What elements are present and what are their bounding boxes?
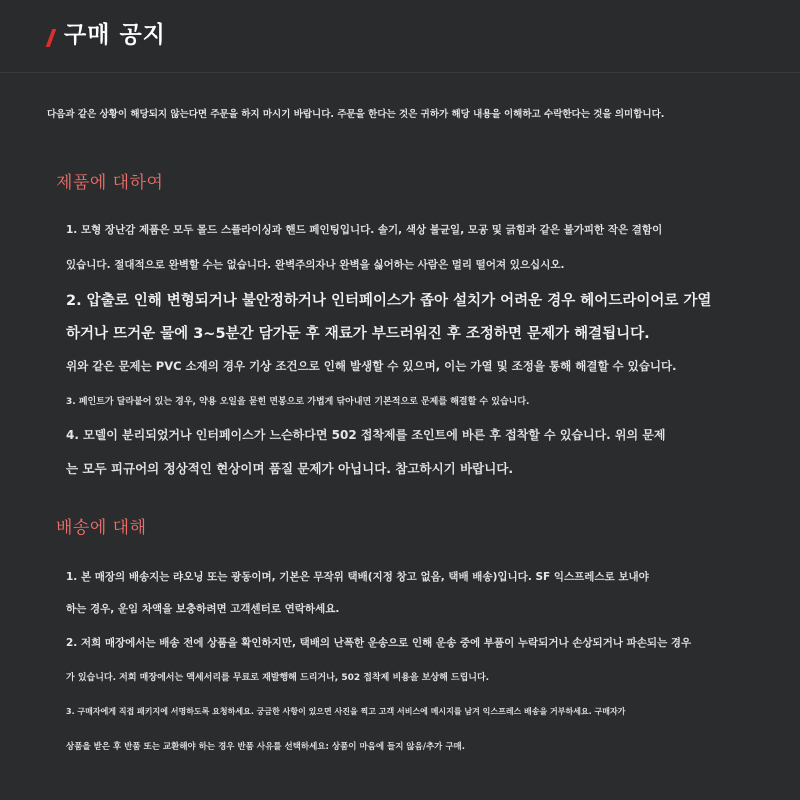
shipping-line-2: 하는 경우, 운임 차액을 보충하려면 고객센터로 연락하세요.	[66, 603, 340, 615]
shipping-section-heading: 배송에 대해	[56, 518, 147, 538]
product-section-heading: 제품에 대하여	[56, 173, 164, 193]
page-header	[0, 0, 800, 73]
shipping-line-1: 1. 본 매장의 배송지는 랴오닝 또는 광동이며, 기본은 무작위 택배(지정 창고 없음, 택배 배송)입니다. SF 익스프레스로 보내야	[66, 571, 649, 583]
page-title: 구매 공지	[64, 22, 166, 48]
shipping-line-3: 2. 저희 매장에서는 배송 전에 상품을 확인하지만, 택배의 난폭한 운송으로 인해 운송 중에 부품이 누락되거나 손상되거나 파손되는 경우	[66, 637, 692, 649]
product-line-8: 는 모두 피규어의 정상적인 현상이며 품질 문제가 아닙니다. 참고하시기 바랍니다.	[66, 461, 514, 476]
shipping-line-5: 3. 구매자에게 직접 패키지에 서명하도록 요청하세요. 궁금한 사항이 있으면 사진을 찍고 고객 서비스에 메시지를 남겨 익스프레스 배송을 거부하세요. 구매자가	[66, 707, 626, 716]
product-line-1: 1. 모형 장난감 제품은 모두 몰드 스플라이싱과 핸드 페인팅입니다. 솔기, 색상 불균일, 모공 및 긁힘과 같은 불가피한 작은 결함이	[66, 224, 663, 236]
product-line-6: 3. 페인트가 달라붙어 있는 경우, 약용 오일을 묻힌 면봉으로 가볍게 닦아내면 기본적으로 문제를 해결할 수 있습니다.	[66, 397, 530, 407]
shipping-line-4: 가 있습니다. 저희 매장에서는 액세서리를 무료로 재발행해 드리거나, 502 접착제 비용을 보상해 드립니다.	[66, 673, 490, 683]
accent-slash-icon	[46, 29, 57, 47]
intro-notice: 다음과 같은 상황이 해당되지 않는다면 주문을 하지 마시기 바랍니다. 주문을 한다는 것은 귀하가 해당 내용을 이해하고 수락한다는 것을 의미합니다.	[47, 109, 665, 120]
product-line-7: 4. 모델이 분리되었거나 인터페이스가 느슨하다면 502 접착제를 조인트에 바른 후 접착할 수 있습니다. 위의 문제	[66, 428, 666, 442]
product-line-4: 하거나 뜨거운 물에 3~5분간 담가둔 후 재료가 부드러워진 후 조정하면 문제가 해결됩니다.	[66, 326, 650, 342]
product-line-3: 2. 압출로 인해 변형되거나 불안정하거나 인터페이스가 좁아 설치가 어려운 경우 헤어드라이어로 가열	[66, 293, 712, 309]
product-line-2: 있습니다. 절대적으로 완벽할 수는 없습니다. 완벽주의자나 완벽을 싫어하는 사람은 멀리 떨어져 있으십시오.	[66, 259, 565, 271]
product-line-5: 위와 같은 문제는 PVC 소재의 경우 기상 조건으로 인해 발생할 수 있으며, 이는 가열 및 조정을 통해 해결할 수 있습니다.	[66, 359, 677, 373]
shipping-line-6: 상품을 받은 후 반품 또는 교환해야 하는 경우 반품 사유를 선택하세요: 상품이 마음에 들지 않음/추가 구매.	[66, 742, 465, 752]
